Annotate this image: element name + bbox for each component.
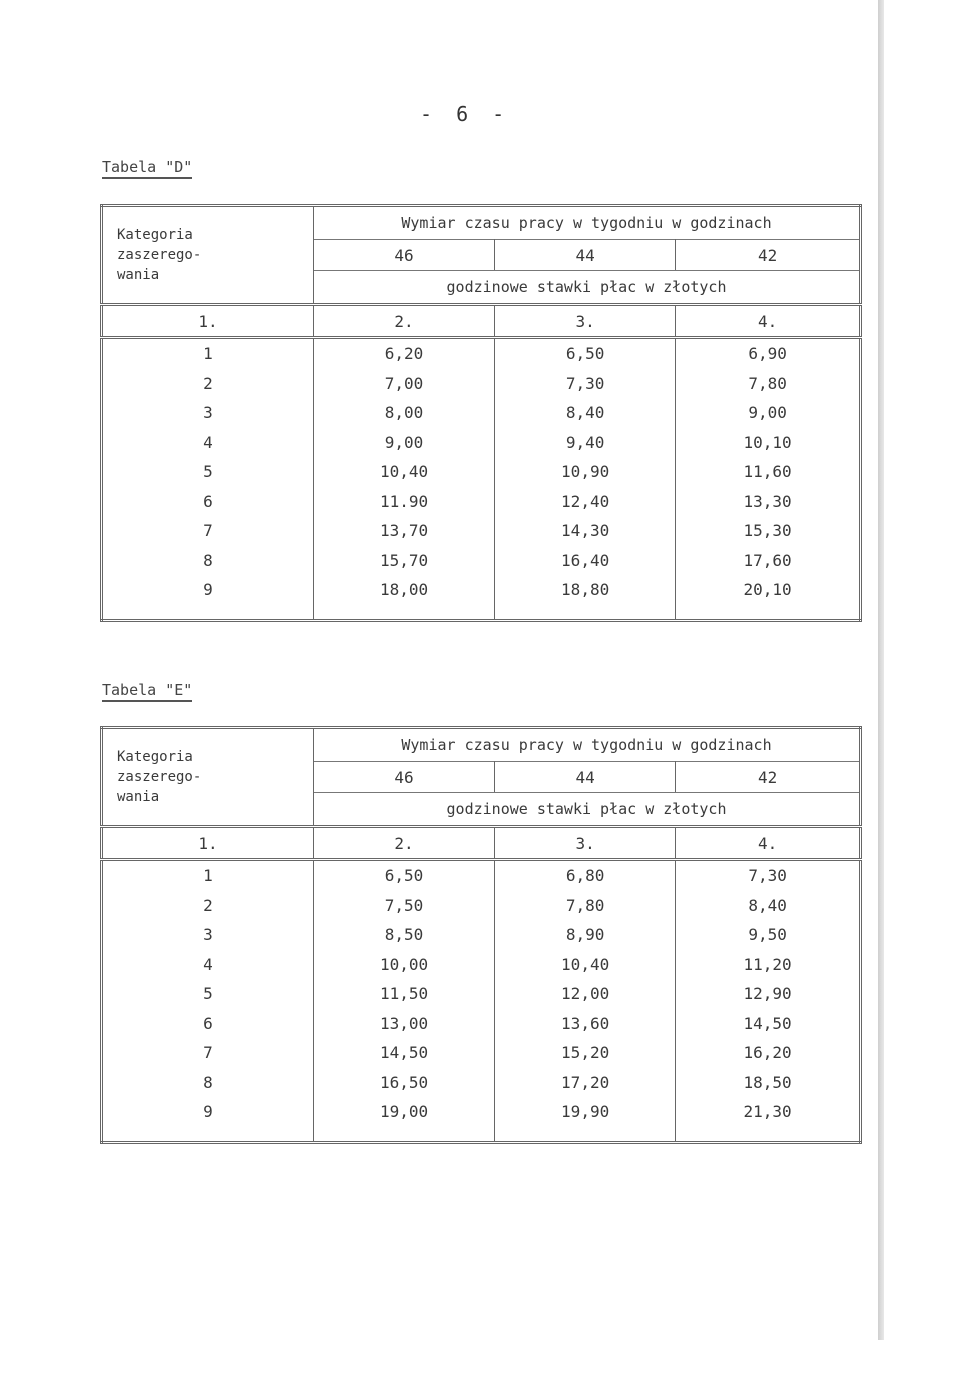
wage-table-d — [100, 204, 862, 622]
hours-46: 46 — [314, 762, 495, 793]
cell-v46: 11.90 — [314, 487, 495, 517]
spacer-cell — [314, 1127, 495, 1143]
cell-v46: 16,50 — [314, 1068, 495, 1098]
table-caption-e: Tabela "E" — [102, 681, 192, 702]
cell-v46: 6,20 — [314, 338, 495, 369]
cell-v44: 16,40 — [495, 546, 676, 576]
cell-v42: 11,20 — [743, 954, 792, 974]
cell-cat: 5 — [102, 979, 314, 1009]
cell-v42: 20,10 — [743, 580, 792, 600]
cell-v46: 6,50 — [314, 860, 495, 891]
cell-cat: 1 — [102, 860, 314, 891]
hours-42: 42 — [676, 240, 861, 271]
spacer-cell — [102, 1127, 314, 1143]
table-row — [102, 369, 861, 399]
cell-v44: 14,30 — [495, 516, 676, 546]
cell-v44: 15,20 — [495, 1038, 676, 1068]
table-bottom-spacer — [102, 605, 861, 621]
table-row — [102, 546, 861, 576]
column-number: 2. — [314, 305, 495, 338]
cell-v42: 16,20 — [743, 1043, 792, 1063]
cell-v44: 6,80 — [495, 860, 676, 891]
column-number: 3. — [495, 827, 676, 860]
column-number: 1. — [102, 305, 314, 338]
table-caption-d: Tabela "D" — [102, 158, 192, 179]
spacer-cell — [495, 605, 676, 621]
cell-v44: 7,80 — [495, 891, 676, 921]
hours-44: 44 — [495, 762, 676, 793]
column-number: 4. — [676, 305, 861, 338]
cell-cat: 8 — [102, 1068, 314, 1098]
cell-v42: 14,50 — [743, 1013, 792, 1033]
cell-v46: 7,00 — [314, 369, 495, 399]
hours-42: 42 — [676, 762, 861, 793]
cell-cat: 6 — [102, 1009, 314, 1039]
cell-v46: 13,00 — [314, 1009, 495, 1039]
rate-header: godzinowe stawki płac w złotych — [446, 278, 727, 296]
table-row — [102, 950, 861, 980]
cell-v44: 13,60 — [495, 1009, 676, 1039]
table-row — [102, 1038, 861, 1068]
cell-v46: 14,50 — [314, 1038, 495, 1068]
cell-cat: 6 — [102, 487, 314, 517]
cell-v44: 8,40 — [495, 398, 676, 428]
cell-v44: 18,80 — [495, 575, 676, 605]
cell-v44: 6,50 — [495, 338, 676, 369]
cell-v42: 7,80 — [748, 373, 787, 393]
time-header: Wymiar czasu pracy w tygodniu w godzinach — [401, 214, 772, 232]
column-number: 3. — [495, 305, 676, 338]
page-edge-shadow — [878, 0, 884, 1340]
table-row — [102, 428, 861, 458]
hours-46: 46 — [314, 240, 495, 271]
table-row — [102, 487, 861, 517]
cell-v44: 19,90 — [495, 1097, 676, 1127]
cell-cat: 2 — [102, 369, 314, 399]
cell-cat: 3 — [102, 920, 314, 950]
spacer-cell — [495, 1127, 676, 1143]
cell-v46: 8,00 — [314, 398, 495, 428]
hours-44: 44 — [495, 240, 676, 271]
cell-cat: 9 — [102, 1097, 314, 1127]
cell-v42: 12,90 — [743, 984, 792, 1004]
cell-v46: 10,40 — [314, 457, 495, 487]
cell-cat: 9 — [102, 575, 314, 605]
cell-v46: 15,70 — [314, 546, 495, 576]
cell-v44: 12,00 — [495, 979, 676, 1009]
table-row — [102, 920, 861, 950]
rate-header: godzinowe stawki płac w złotych — [446, 800, 727, 818]
column-number: 2. — [314, 827, 495, 860]
cell-cat: 8 — [102, 546, 314, 576]
table-row — [102, 516, 861, 546]
spacer-cell — [676, 605, 861, 621]
cell-cat: 1 — [102, 338, 314, 369]
table-row — [102, 338, 861, 369]
cell-v42: 17,60 — [743, 550, 792, 570]
cell-v46: 7,50 — [314, 891, 495, 921]
cell-v42: 9,50 — [748, 925, 787, 945]
cell-v44: 9,40 — [495, 428, 676, 458]
cell-v44: 10,40 — [495, 950, 676, 980]
cell-v42: 11,60 — [743, 462, 792, 482]
cell-v42: 13,30 — [743, 491, 792, 511]
table-row — [102, 457, 861, 487]
table-row — [102, 398, 861, 428]
table-row — [102, 1068, 861, 1098]
cell-v46: 19,00 — [314, 1097, 495, 1127]
cell-v44: 12,40 — [495, 487, 676, 517]
cell-v42: 18,50 — [743, 1072, 792, 1092]
category-header: Kategoria zaszerego- wania — [102, 206, 314, 305]
cell-cat: 4 — [102, 428, 314, 458]
cell-v46: 18,00 — [314, 575, 495, 605]
cell-v44: 8,90 — [495, 920, 676, 950]
spacer-cell — [676, 1127, 861, 1143]
cell-v42: 8,40 — [748, 895, 787, 915]
cell-cat: 3 — [102, 398, 314, 428]
cell-v44: 17,20 — [495, 1068, 676, 1098]
cell-cat: 4 — [102, 950, 314, 980]
cell-v42: 21,30 — [743, 1102, 792, 1122]
cell-cat: 2 — [102, 891, 314, 921]
table-row — [102, 1009, 861, 1039]
cell-cat: 7 — [102, 516, 314, 546]
cell-v46: 11,50 — [314, 979, 495, 1009]
spacer-cell — [314, 605, 495, 621]
cell-v46: 13,70 — [314, 516, 495, 546]
cell-v46: 10,00 — [314, 950, 495, 980]
page-number: - 6 - — [420, 102, 511, 126]
cell-v44: 7,30 — [495, 369, 676, 399]
time-header: Wymiar czasu pracy w tygodniu w godzinach — [401, 736, 772, 754]
cell-v42: 7,30 — [748, 866, 787, 886]
cell-cat: 7 — [102, 1038, 314, 1068]
cell-v46: 9,00 — [314, 428, 495, 458]
cell-cat: 5 — [102, 457, 314, 487]
table-bottom-spacer — [102, 1127, 861, 1143]
column-number: 1. — [102, 827, 314, 860]
cell-v44: 10,90 — [495, 457, 676, 487]
category-header: Kategoria zaszerego- wania — [102, 728, 314, 827]
wage-table-e — [100, 726, 862, 1144]
column-number: 4. — [676, 827, 861, 860]
table-row — [102, 891, 861, 921]
cell-v42: 15,30 — [743, 521, 792, 541]
cell-v42: 10,10 — [743, 432, 792, 452]
table-row — [102, 1097, 861, 1127]
cell-v42: 9,00 — [748, 403, 787, 423]
cell-v46: 8,50 — [314, 920, 495, 950]
table-row — [102, 575, 861, 605]
spacer-cell — [102, 605, 314, 621]
table-row — [102, 979, 861, 1009]
cell-v42: 6,90 — [748, 344, 787, 364]
table-row — [102, 860, 861, 891]
